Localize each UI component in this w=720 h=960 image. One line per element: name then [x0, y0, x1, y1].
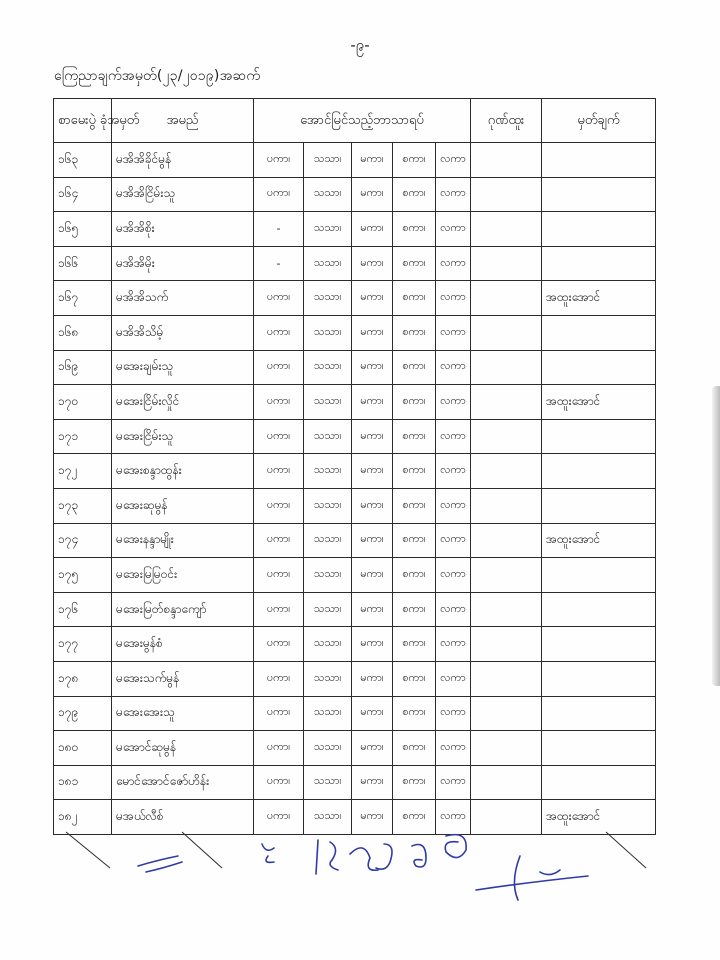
- subject-cell: လကာ: [436, 592, 471, 627]
- subject-cell: မကာ၊: [352, 315, 393, 350]
- subject-cell: လကာ: [436, 281, 471, 316]
- subject-cell: မကာ၊: [352, 212, 393, 247]
- subject-cell: မကာ၊: [352, 281, 393, 316]
- subject-cell: ပကာ၊: [254, 350, 304, 385]
- signature-mark: [350, 844, 392, 870]
- subject-cell: လကာ: [436, 696, 471, 731]
- signature-mark: [138, 856, 182, 872]
- subject-cell: သသာ၊: [304, 661, 352, 696]
- subject-cell: လကာ: [436, 385, 471, 420]
- table-row: [54, 661, 656, 696]
- subject-cell: ပကာ၊: [254, 696, 304, 731]
- subject-cell: သသာ၊: [304, 177, 352, 212]
- subject-cell: စကာ၊: [393, 800, 436, 835]
- subject-cell: လကာ: [436, 488, 471, 523]
- subject-cell: လကာ: [436, 558, 471, 593]
- subject-cell: လကာ: [436, 177, 471, 212]
- subject-cell: မကာ၊: [352, 765, 393, 800]
- subject-cell: သသာ၊: [304, 350, 352, 385]
- subject-cell: စကာ၊: [393, 281, 436, 316]
- roll-number-cell: ၁၇၁: [54, 419, 112, 454]
- subject-cell: သသာ၊: [304, 212, 352, 247]
- roll-number-cell: ၁၆၅: [54, 212, 112, 247]
- subject-cell: မကာ၊: [352, 177, 393, 212]
- diagonal-stroke: [66, 832, 110, 868]
- signature-mark: [316, 840, 338, 874]
- name-cell: မအိအိငြိမ်းသူ: [112, 177, 254, 212]
- name-cell: မအေးသက်မွန်: [112, 661, 254, 696]
- subject-cell: သသာ၊: [304, 627, 352, 662]
- subject-cell: စကာ၊: [393, 246, 436, 281]
- name-cell: မအိအိခိုင်မွန်: [112, 143, 254, 178]
- subject-cell: မကာ၊: [352, 419, 393, 454]
- subject-cell: စကာ၊: [393, 315, 436, 350]
- name-cell: မအေးမြတ်စန္ဒာကျော်: [112, 592, 254, 627]
- header-distinction: ဂုဏ်ထူး: [471, 99, 542, 143]
- subject-cell: မကာ၊: [352, 143, 393, 178]
- subject-cell: -: [254, 246, 304, 281]
- remark-cell: [542, 177, 656, 212]
- table-header-row: [54, 99, 656, 143]
- name-cell: မအေးငြိမ်းသူ: [112, 419, 254, 454]
- name-cell: မအယ်လီစ်: [112, 800, 254, 835]
- distinction-cell: [471, 419, 542, 454]
- subject-cell: စကာ၊: [393, 143, 436, 178]
- subject-cell: စကာ၊: [393, 696, 436, 731]
- remark-cell: [542, 696, 656, 731]
- distinction-cell: [471, 315, 542, 350]
- subject-cell: သသာ၊: [304, 696, 352, 731]
- table-row: [54, 315, 656, 350]
- name-cell: မအောင်ဆုမွန်: [112, 731, 254, 766]
- results-table: [53, 98, 656, 835]
- remark-cell: [542, 454, 656, 489]
- remark-cell: [542, 558, 656, 593]
- table-row: [54, 592, 656, 627]
- roll-number-cell: ၁၆၄: [54, 177, 112, 212]
- table-row: [54, 246, 656, 281]
- name-cell: မအေးငြိမ်းလှိုင်: [112, 385, 254, 420]
- distinction-cell: [471, 731, 542, 766]
- distinction-cell: [471, 696, 542, 731]
- distinction-cell: [471, 246, 542, 281]
- table-row: [54, 488, 656, 523]
- subject-cell: စကာ၊: [393, 454, 436, 489]
- header-remark: မှတ်ချက်: [542, 99, 656, 143]
- subject-cell: လကာ: [436, 627, 471, 662]
- signature-mark: [476, 856, 588, 900]
- remark-cell: [542, 661, 656, 696]
- distinction-cell: [471, 488, 542, 523]
- subject-cell: သသာ၊: [304, 488, 352, 523]
- subject-cell: သသာ၊: [304, 558, 352, 593]
- roll-number-cell: ၁၈၂: [54, 800, 112, 835]
- subject-cell: ပကာ၊: [254, 731, 304, 766]
- name-cell: မအေးစန္ဒာထွန်း: [112, 454, 254, 489]
- table-row: [54, 696, 656, 731]
- distinction-cell: [471, 523, 542, 558]
- table-row: [54, 454, 656, 489]
- subject-cell: သသာ၊: [304, 385, 352, 420]
- remark-cell: [542, 419, 656, 454]
- table-row: [54, 558, 656, 593]
- remark-cell: အထူးအောင်: [542, 523, 656, 558]
- distinction-cell: [471, 661, 542, 696]
- roll-number-cell: ၁၇၅: [54, 558, 112, 593]
- name-cell: မအေးအေးသူ: [112, 696, 254, 731]
- subject-cell: သသာ၊: [304, 454, 352, 489]
- roll-number-cell: ၁၇၈: [54, 661, 112, 696]
- subject-cell: -: [254, 212, 304, 247]
- remark-cell: [542, 592, 656, 627]
- distinction-cell: [471, 177, 542, 212]
- subject-cell: မကာ၊: [352, 661, 393, 696]
- table-row: [54, 765, 656, 800]
- subject-cell: သသာ၊: [304, 315, 352, 350]
- subject-cell: သသာ၊: [304, 246, 352, 281]
- subject-cell: သသာ၊: [304, 419, 352, 454]
- distinction-cell: [471, 627, 542, 662]
- remark-cell: [542, 765, 656, 800]
- remark-cell: အထူးအောင်: [542, 281, 656, 316]
- subject-cell: သသာ၊: [304, 143, 352, 178]
- remark-cell: [542, 212, 656, 247]
- name-cell: မအေးမွန်စံ: [112, 627, 254, 662]
- subject-cell: ပကာ၊: [254, 558, 304, 593]
- subject-cell: စကာ၊: [393, 558, 436, 593]
- roll-number-cell: ၁၇၉: [54, 696, 112, 731]
- subject-cell: စကာ၊: [393, 385, 436, 420]
- remark-cell: [542, 143, 656, 178]
- remark-cell: [542, 731, 656, 766]
- roll-number-cell: ၁၆၉: [54, 350, 112, 385]
- subject-cell: စကာ၊: [393, 350, 436, 385]
- subject-cell: စကာ၊: [393, 627, 436, 662]
- roll-number-cell: ၁၇၃: [54, 488, 112, 523]
- subject-cell: မကာ၊: [352, 627, 393, 662]
- table-row: [54, 419, 656, 454]
- header-subjects: အောင်မြင်သည့်ဘာသာရပ်: [254, 99, 471, 143]
- header-roll-number: စာမေးပွဲ ခုံအမှတ်: [54, 99, 112, 143]
- subject-cell: လကာ: [436, 419, 471, 454]
- subject-cell: ပကာ၊: [254, 315, 304, 350]
- name-cell: မအိအိသက်: [112, 281, 254, 316]
- name-cell: မအေးဆုမွန်: [112, 488, 254, 523]
- subject-cell: ပကာ၊: [254, 177, 304, 212]
- subject-cell: မကာ၊: [352, 731, 393, 766]
- roll-number-cell: ၁၈၀: [54, 731, 112, 766]
- subject-cell: မကာ၊: [352, 385, 393, 420]
- subject-cell: မကာ၊: [352, 592, 393, 627]
- subject-cell: ပကာ၊: [254, 419, 304, 454]
- subject-cell: လကာ: [436, 350, 471, 385]
- table-row: [54, 627, 656, 662]
- roll-number-cell: ၁၆၃: [54, 143, 112, 178]
- remark-cell: [542, 246, 656, 281]
- subject-cell: ပကာ၊: [254, 488, 304, 523]
- distinction-cell: [471, 350, 542, 385]
- subject-cell: ပကာ၊: [254, 661, 304, 696]
- subject-cell: စကာ၊: [393, 488, 436, 523]
- roll-number-cell: ၁၆၇: [54, 281, 112, 316]
- remark-cell: [542, 488, 656, 523]
- subject-cell: မကာ၊: [352, 558, 393, 593]
- subject-cell: လကာ: [436, 454, 471, 489]
- subject-cell: ပကာ၊: [254, 143, 304, 178]
- name-cell: မအေးချမ်းသူ: [112, 350, 254, 385]
- name-cell: မအေးနန္ဒာမျိုး: [112, 523, 254, 558]
- subject-cell: လကာ: [436, 765, 471, 800]
- subject-cell: ပကာ၊: [254, 523, 304, 558]
- subject-cell: စကာ၊: [393, 419, 436, 454]
- subject-cell: သသာ၊: [304, 592, 352, 627]
- subject-cell: ပကာ၊: [254, 627, 304, 662]
- distinction-cell: [471, 558, 542, 593]
- subject-cell: သသာ၊: [304, 731, 352, 766]
- roll-number-cell: ၁၆၆: [54, 246, 112, 281]
- subject-cell: ပကာ၊: [254, 592, 304, 627]
- subject-cell: မကာ၊: [352, 246, 393, 281]
- subject-cell: စကာ၊: [393, 523, 436, 558]
- table-row: [54, 350, 656, 385]
- subject-cell: လကာ: [436, 800, 471, 835]
- subject-cell: မကာ၊: [352, 523, 393, 558]
- subject-cell: သသာ၊: [304, 523, 352, 558]
- subject-cell: စကာ၊: [393, 731, 436, 766]
- roll-number-cell: ၁၇၄: [54, 523, 112, 558]
- subject-cell: စကာ၊: [393, 212, 436, 247]
- subject-cell: လကာ: [436, 143, 471, 178]
- signature-mark: [445, 835, 466, 858]
- roll-number-cell: ၁၈၁: [54, 765, 112, 800]
- distinction-cell: [471, 212, 542, 247]
- subject-cell: သသာ၊: [304, 281, 352, 316]
- subject-cell: မကာ၊: [352, 696, 393, 731]
- table-row: [54, 143, 656, 178]
- subject-cell: သသာ၊: [304, 800, 352, 835]
- name-cell: မောင်အောင်ဇော်ဟိန်း: [112, 765, 254, 800]
- table-row: [54, 281, 656, 316]
- diagonal-stroke: [182, 832, 222, 868]
- subject-cell: မကာ၊: [352, 454, 393, 489]
- table-row: [54, 212, 656, 247]
- roll-number-cell: ၁၇၀: [54, 385, 112, 420]
- remark-cell: [542, 315, 656, 350]
- subject-cell: ပကာ၊: [254, 281, 304, 316]
- distinction-cell: [471, 454, 542, 489]
- subject-cell: လကာ: [436, 731, 471, 766]
- subject-cell: စကာ၊: [393, 661, 436, 696]
- subject-cell: လကာ: [436, 523, 471, 558]
- signature-area: [0, 820, 720, 930]
- subject-cell: သသာ၊: [304, 765, 352, 800]
- subject-cell: လကာ: [436, 212, 471, 247]
- distinction-cell: [471, 281, 542, 316]
- signature-mark: [412, 845, 426, 868]
- subject-cell: ပကာ၊: [254, 454, 304, 489]
- remark-cell: အထူးအောင်: [542, 800, 656, 835]
- distinction-cell: [471, 143, 542, 178]
- subject-cell: မကာ၊: [352, 350, 393, 385]
- subject-cell: ပကာ၊: [254, 765, 304, 800]
- subject-cell: စကာ၊: [393, 592, 436, 627]
- subject-cell: မကာ၊: [352, 488, 393, 523]
- distinction-cell: [471, 765, 542, 800]
- header-name: အမည်: [112, 99, 254, 143]
- subject-cell: စကာ၊: [393, 177, 436, 212]
- announcement-heading: ကြေညာချက်အမှတ်(၂၃/၂၀၁၉)အဆက်: [54, 68, 261, 84]
- remark-cell: [542, 627, 656, 662]
- remark-cell: [542, 350, 656, 385]
- name-cell: မအိအိသိမ့်: [112, 315, 254, 350]
- table-row: [54, 385, 656, 420]
- distinction-cell: [471, 592, 542, 627]
- name-cell: မအေးမြမြဝင်း: [112, 558, 254, 593]
- remark-cell: အထူးအောင်: [542, 385, 656, 420]
- roll-number-cell: ၁၆၈: [54, 315, 112, 350]
- table-row: [54, 523, 656, 558]
- subject-cell: လကာ: [436, 661, 471, 696]
- page-number: -၉-: [350, 36, 370, 54]
- page-edge-tab: [712, 386, 720, 686]
- table-row: [54, 731, 656, 766]
- distinction-cell: [471, 385, 542, 420]
- subject-cell: လကာ: [436, 246, 471, 281]
- subject-cell: ပကာ၊: [254, 385, 304, 420]
- table-row: [54, 177, 656, 212]
- subject-cell: ပကာ၊: [254, 800, 304, 835]
- roll-number-cell: ၁၇၂: [54, 454, 112, 489]
- roll-number-cell: ၁၇၆: [54, 592, 112, 627]
- name-cell: မအိအိစိုး: [112, 212, 254, 247]
- subject-cell: မကာ၊: [352, 800, 393, 835]
- name-cell: မအိအိမိုး: [112, 246, 254, 281]
- subject-cell: စကာ၊: [393, 765, 436, 800]
- signature-mark: [262, 844, 274, 862]
- diagonal-stroke: [606, 832, 646, 868]
- subject-cell: လကာ: [436, 315, 471, 350]
- roll-number-cell: ၁၇၇: [54, 627, 112, 662]
